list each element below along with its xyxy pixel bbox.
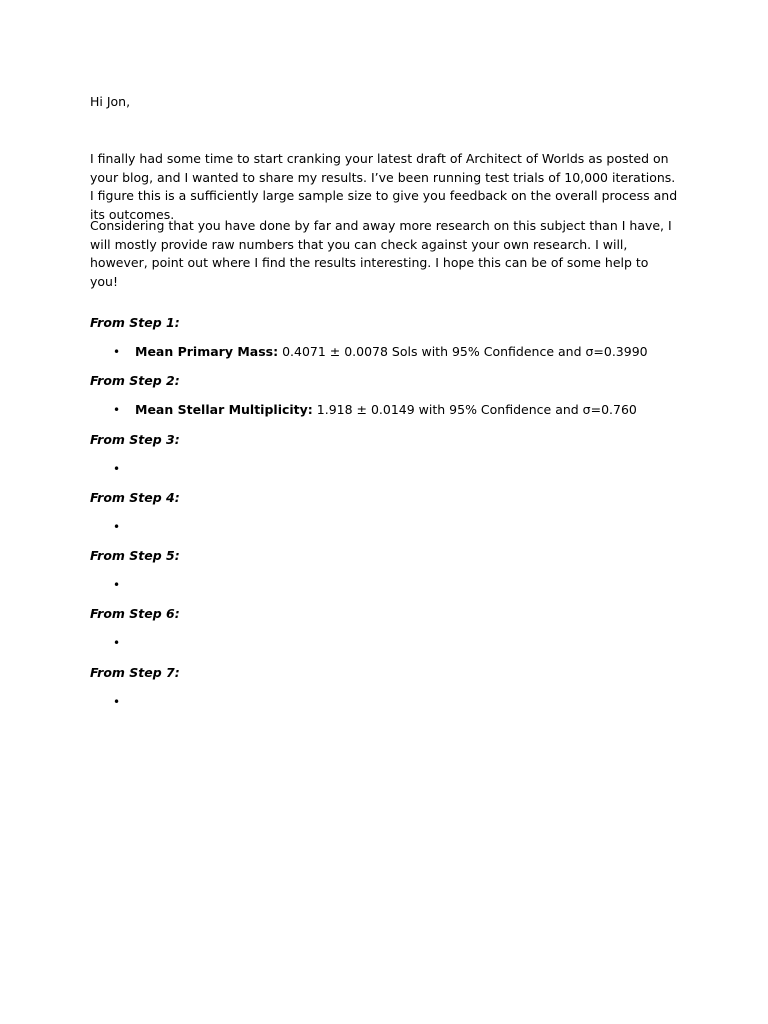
list-item: [90, 576, 680, 594]
bullet-label: Mean Stellar Multiplicity:: [135, 402, 313, 418]
step-section: [90, 314, 680, 372]
step-section: [90, 605, 680, 663]
step-heading: From Step 7:: [90, 664, 180, 680]
document-page: [90, 93, 680, 709]
context-paragraph: Considering that you have done by far and away more research on this subject than I have, I will mostly provide raw numbers that you can check against your own research. I will, however, point out where I find the results interesting. I hope this can be of some help to you!: [90, 218, 672, 289]
step-heading: From Step 5:: [90, 548, 180, 564]
steps-list: [90, 314, 680, 722]
step-section: [90, 547, 680, 605]
list-item: [90, 518, 680, 536]
step-section: [90, 372, 680, 430]
list-item: [90, 460, 680, 478]
bullet-icon: •: [113, 694, 121, 709]
step-section: [90, 431, 680, 489]
bullet-text: [135, 401, 637, 420]
greeting: Hi Jon,: [90, 94, 131, 109]
step-section: [90, 489, 680, 547]
bullet-value: 1.918 ± 0.0149 with 95% Confidence and σ=0.760: [312, 402, 637, 418]
intro-paragraph: I finally had some time to start cranking your latest draft of Architect of Worlds as posted on your blog, and I wanted to share my results. I’ve been running test trials of 10,000 iterations. I figure this is a sufficiently large sample size to give you feedback on the overall process and its outcomes.: [90, 151, 678, 222]
bullet-icon: •: [113, 636, 121, 651]
list-item: [90, 401, 680, 419]
step-heading: From Step 1:: [90, 315, 180, 330]
bullet-icon: •: [113, 461, 121, 476]
list-item: [90, 634, 680, 652]
step-heading: From Step 4:: [90, 489, 180, 505]
bullet-icon: •: [113, 578, 121, 593]
bullet-icon: •: [113, 403, 121, 418]
list-item: [90, 693, 680, 711]
list-item: [90, 343, 680, 361]
bullet-icon: •: [113, 345, 121, 359]
step-heading: From Step 3:: [90, 431, 180, 447]
step-heading: From Step 2:: [90, 373, 180, 389]
bullet-value: 0.4071 ± 0.0078 Sols with 95% Confidence and σ=0.3990: [278, 344, 648, 359]
bullet-text: [135, 343, 648, 362]
bullet-icon: •: [113, 519, 121, 534]
step-heading: From Step 6:: [90, 606, 180, 622]
step-section: [90, 664, 680, 722]
bullet-label: Mean Primary Mass:: [135, 344, 279, 359]
